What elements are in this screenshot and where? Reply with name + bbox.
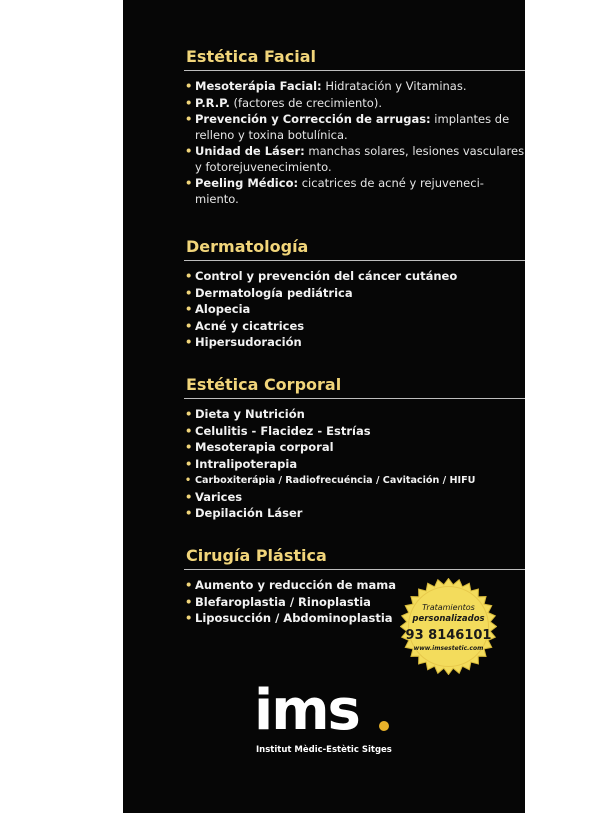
service-item: • Prevención y Corrección de arrugas: implantes de relleno y toxina botulínica. (185, 112, 510, 142)
service-list (184, 79, 525, 207)
section-title: Dermatología (186, 237, 309, 256)
section-title: Cirugía Plástica (186, 546, 327, 565)
section-divider (184, 260, 525, 261)
logo-dot-icon (379, 721, 389, 731)
service-item: • Varices (185, 489, 243, 504)
service-item: • Liposucción / Abdominoplastia (185, 611, 393, 625)
section-title: Estética Facial (186, 47, 316, 66)
badge-line1: Tratamientos (422, 603, 475, 612)
service-item: • Unidad de Láser: manchas solares, lesiones vasculares y fotorejuvenecimiento. (185, 144, 525, 174)
service-item: • Carboxiterápia / Radiofrecuéncia / Cavitación / HIFU (185, 475, 476, 486)
promo-seal-badge (400, 578, 497, 675)
service-item: • Peeling Médico: cicatrices de acné y rejuveneci-miento. (185, 176, 484, 206)
ims-logo (254, 678, 404, 765)
badge-phone: 93 8146101 (405, 628, 492, 643)
section-estetica-facial (184, 47, 525, 208)
service-item: • Dermatología pediátrica (185, 285, 353, 300)
service-item: • Acné y cicatrices (185, 318, 305, 333)
logo-tagline: Institut Mèdic-Estètic Sitges (256, 745, 392, 755)
service-item: • Blefaroplastia / Rinoplastia (185, 594, 371, 609)
badge-web: www.imsestetic.com (413, 645, 484, 652)
service-item: • Mesoterápia Facial: Hidratación y Vitaminas. (185, 79, 467, 93)
section-dermatologia (184, 237, 525, 352)
service-item: • Mesoterapia corporal (185, 440, 334, 454)
service-item: • Celulitis - Flacidez - Estrías (185, 423, 371, 438)
section-title: Estética Corporal (186, 375, 342, 394)
service-item: • Aumento y reducción de mama (185, 578, 397, 592)
section-estetica-corporal (184, 375, 525, 523)
service-list (184, 407, 525, 522)
service-item: • Alopecia (185, 302, 251, 316)
service-item: • P.R.P. (factores de crecimiento). (185, 95, 382, 110)
service-item: • Hipersudoración (185, 335, 302, 349)
service-list (184, 269, 525, 351)
section-divider (184, 70, 525, 71)
section-divider (184, 398, 525, 399)
logo-mark: ims (254, 678, 359, 743)
seal-icon (400, 578, 497, 675)
service-item: • Depilación Láser (185, 506, 303, 520)
section-divider (184, 569, 525, 570)
service-item: • Dieta y Nutrición (185, 407, 305, 421)
service-item: • Control y prevención del cáncer cutáneo (185, 269, 458, 283)
badge-line2: personalizados (412, 614, 485, 624)
service-item: • Intralipoterapia (185, 456, 298, 471)
